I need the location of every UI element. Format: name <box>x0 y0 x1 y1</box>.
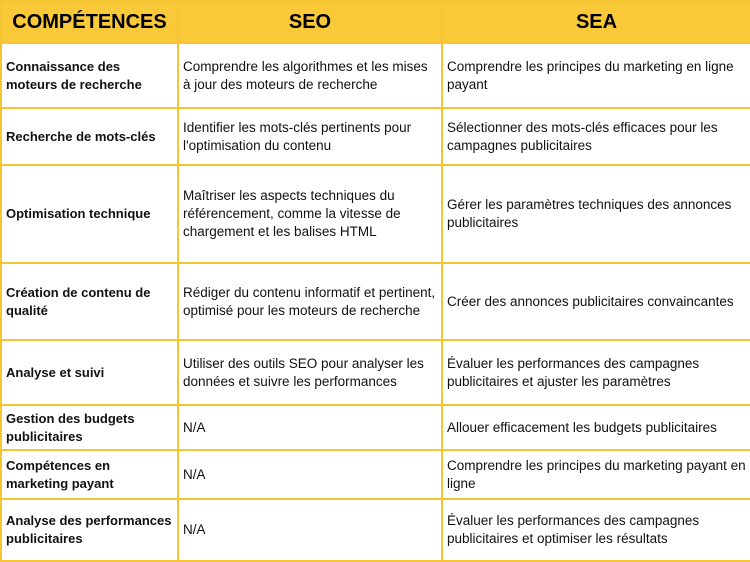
skill-cell: Connaissance des moteurs de recherche <box>1 43 178 108</box>
table-row <box>1 450 750 499</box>
sea-cell: Évaluer les performances des campagnes publicitaires et optimiser les résultats <box>442 499 750 561</box>
sea-cell: Évaluer les performances des campagnes publicitaires et ajuster les paramètres <box>442 340 750 405</box>
skill-cell: Analyse et suivi <box>1 340 178 405</box>
table-row <box>1 340 750 405</box>
skill-cell: Analyse des performances publicitaires <box>1 499 178 561</box>
seo-cell: Identifier les mots-clés pertinents pour l'optimisation du contenu <box>178 108 442 165</box>
header-seo: SEO <box>178 1 442 43</box>
table-row <box>1 405 750 450</box>
sea-cell: Comprendre les principes du marketing en ligne payant <box>442 43 750 108</box>
table-row <box>1 43 750 108</box>
seo-cell: Rédiger du contenu informatif et pertinent, optimisé pour les moteurs de recherche <box>178 263 442 340</box>
seo-cell: N/A <box>178 450 442 499</box>
skill-cell: Compétences en marketing payant <box>1 450 178 499</box>
sea-cell: Sélectionner des mots-clés efficaces pour les campagnes publicitaires <box>442 108 750 165</box>
sea-cell: Gérer les paramètres techniques des annonces publicitaires <box>442 165 750 263</box>
header-competences: COMPÉTENCES <box>1 1 178 43</box>
skill-cell: Recherche de mots-clés <box>1 108 178 165</box>
seo-cell: Comprendre les algorithmes et les mises à jour des moteurs de recherche <box>178 43 442 108</box>
table-row <box>1 499 750 561</box>
sea-cell: Allouer efficacement les budgets publicitaires <box>442 405 750 450</box>
sea-cell: Créer des annonces publicitaires convaincantes <box>442 263 750 340</box>
seo-cell: Utiliser des outils SEO pour analyser les données et suivre les performances <box>178 340 442 405</box>
table-row <box>1 263 750 340</box>
sea-cell: Comprendre les principes du marketing payant en ligne <box>442 450 750 499</box>
skill-cell: Optimisation technique <box>1 165 178 263</box>
table-row <box>1 165 750 263</box>
table-row <box>1 108 750 165</box>
seo-cell: Maîtriser les aspects techniques du référencement, comme la vitesse de chargement et les balises HTML <box>178 165 442 263</box>
skill-cell: Création de contenu de qualité <box>1 263 178 340</box>
header-row <box>1 1 750 43</box>
seo-cell: N/A <box>178 499 442 561</box>
skill-cell: Gestion des budgets publicitaires <box>1 405 178 450</box>
seo-cell: N/A <box>178 405 442 450</box>
header-sea: SEA <box>442 1 750 43</box>
